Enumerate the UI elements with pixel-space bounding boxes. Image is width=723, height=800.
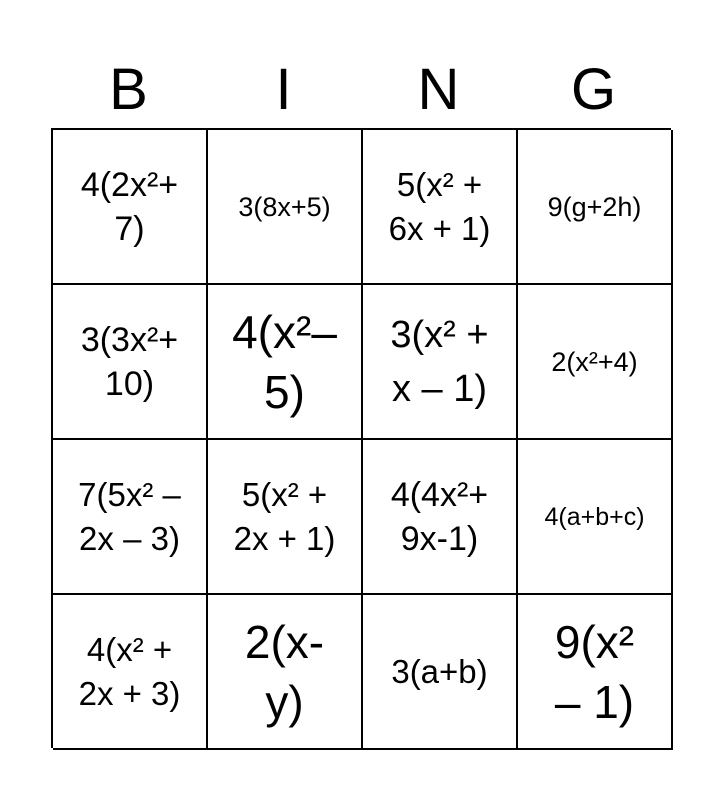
bingo-cell-r3c1[interactable]: [53, 440, 208, 595]
bingo-cell-r3c4[interactable]: [518, 440, 673, 595]
bingo-cell-r2c4[interactable]: [518, 285, 673, 440]
header-letter-b: B: [109, 57, 148, 122]
cell-expression: 2(x²+4): [551, 346, 638, 377]
cell-expression: 7(5x² – 2x – 3): [78, 475, 181, 557]
bingo-cell-r4c1[interactable]: [53, 595, 208, 750]
cell-expression: 3(x² + x – 1): [390, 313, 489, 410]
bingo-cell-r2c3[interactable]: [363, 285, 518, 440]
bingo-header: [51, 50, 671, 130]
cell-expression: 3(a+b): [391, 652, 488, 690]
header-letter-g: G: [570, 57, 617, 122]
bingo-cell-r4c2[interactable]: [208, 595, 363, 750]
cell-expression: 3(3x²+ 10): [80, 320, 179, 403]
cell-expression: 5(x² + 6x + 1): [388, 165, 491, 247]
cell-expression: 2(x- y): [244, 615, 325, 728]
bingo-cell-r1c1[interactable]: [53, 130, 208, 285]
bingo-cell-r4c3[interactable]: [363, 595, 518, 750]
cell-expression: 4(4x²+ 9x-1): [390, 475, 489, 558]
bingo-cell-r1c4[interactable]: [518, 130, 673, 285]
bingo-cell-r3c2[interactable]: [208, 440, 363, 595]
cell-expression: 4(x² + 2x + 3): [78, 630, 181, 712]
cell-expression: 5(x² + 2x + 1): [233, 475, 336, 557]
bingo-cell-r1c2[interactable]: [208, 130, 363, 285]
bingo-card-grid: [51, 128, 671, 748]
header-letter-i: I: [275, 57, 292, 122]
bingo-cell-r2c2[interactable]: [208, 285, 363, 440]
bingo-cell-r3c3[interactable]: [363, 440, 518, 595]
cell-expression: 4(x²– 5): [232, 305, 337, 418]
cell-expression: 9(g+2h): [547, 191, 642, 222]
cell-expression: 4(a+b+c): [544, 502, 645, 531]
header-letter-n: N: [417, 57, 460, 122]
bingo-cell-r2c1[interactable]: [53, 285, 208, 440]
bingo-cell-r4c4[interactable]: [518, 595, 673, 750]
bingo-cell-r1c3[interactable]: [363, 130, 518, 285]
cell-expression: 3(8x+5): [238, 191, 331, 222]
cell-expression: 4(2x²+ 7): [80, 165, 179, 248]
cell-expression: 9(x² – 1): [554, 615, 635, 728]
